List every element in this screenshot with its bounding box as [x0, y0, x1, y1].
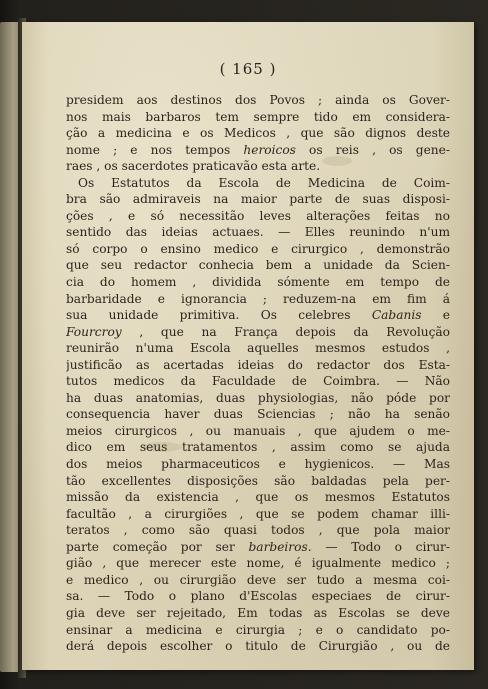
text-line: ções , e só necessitão leves alterações feitas no [66, 208, 450, 223]
text-line: sentido das ideias actuaes. — Elles reunindo n'um [66, 225, 450, 240]
text-line: gia deve ser rejeitado, Em todas as Escolas se deve [66, 605, 450, 620]
text-line: ha duas anatomias, duas physiologias, não póde por [66, 390, 450, 405]
text-line: reunirão n'uma Escola aquelles mesmos estudos , [66, 341, 450, 356]
text-line: sa. — Todo o plano d'Escolas especiaes de cirur- [66, 589, 450, 604]
text-line: bra são admiraveis na maior parte de suas disposi- [66, 192, 450, 207]
text-line: dico em seus tratamentos , assim como se ajuda [66, 440, 450, 455]
text-line: que seu redactor conhecia bem a unidade da Scien- [66, 258, 450, 273]
text-line: presidem aos destinos dos Povos ; ainda os Gover- [66, 93, 450, 107]
page-body-text [66, 92, 450, 655]
text-line: parte começão por ser barbeiros. — Todo o cirur- [66, 539, 450, 554]
text-line: tão excellentes disposições são baldadas pela per- [66, 473, 450, 488]
text-line: e medico , ou cirurgião deve ser tudo a mesma coi- [66, 572, 450, 587]
text-line: facultão , a cirurgiões , que se podem chamar illi- [66, 506, 450, 521]
text-line: missão da existencia , que os mesmos Estatutos [66, 490, 450, 505]
text-line: derá depois escolher o titulo de Cirurgião , ou de [66, 639, 450, 654]
text-line: só corpo o ensino medico e cirurgico , demonstrão [66, 241, 450, 256]
text-line: Fourcroy , que na França depois da Revolução [66, 324, 450, 339]
text-line: ção a medicina e os Medicos , que são dignos deste [66, 126, 450, 141]
text-line: Os Estatutos da Escola de Medicina de Coim- [78, 175, 450, 190]
text-line: barbaridade e ignorancia ; reduzem-na em fim á [66, 291, 450, 306]
text-line: sua unidade primitiva. Os celebres Cabanis e [66, 308, 450, 323]
text-line: dos meios pharmaceuticos e hygienicos. — Mas [66, 457, 450, 472]
text-line: nome ; e nos tempos heroicos os reis , os gene- [66, 142, 450, 157]
text-line: meios cirurgicos , ou manuais , que ajudem o me- [66, 423, 450, 438]
page-number: ( 165 ) [219, 60, 277, 78]
book-page [22, 22, 474, 670]
text-line: ensinar a medicina e cirurgia ; e o candidato po- [66, 622, 450, 637]
text-line: teratos , como são quasi todos , que pola maior [66, 523, 450, 538]
text-line: tutos medicos da Faculdade de Coimbra. — Não [66, 374, 450, 389]
text-line: justificão as acertadas ideias do redactor dos Esta- [66, 357, 450, 372]
text-line: cia do homem , dividida sómente em tempo de [66, 275, 450, 290]
text-line: nos mais barbaros tem sempre tido em considera- [66, 109, 450, 124]
text-line: consequencia haver duas Sciencias ; não ha senão [66, 407, 450, 422]
text-line: gião , que merecer este nome, é igualmente medico ; [66, 556, 450, 571]
text-line: raes , os sacerdotes praticavão esta arte. [66, 159, 321, 174]
